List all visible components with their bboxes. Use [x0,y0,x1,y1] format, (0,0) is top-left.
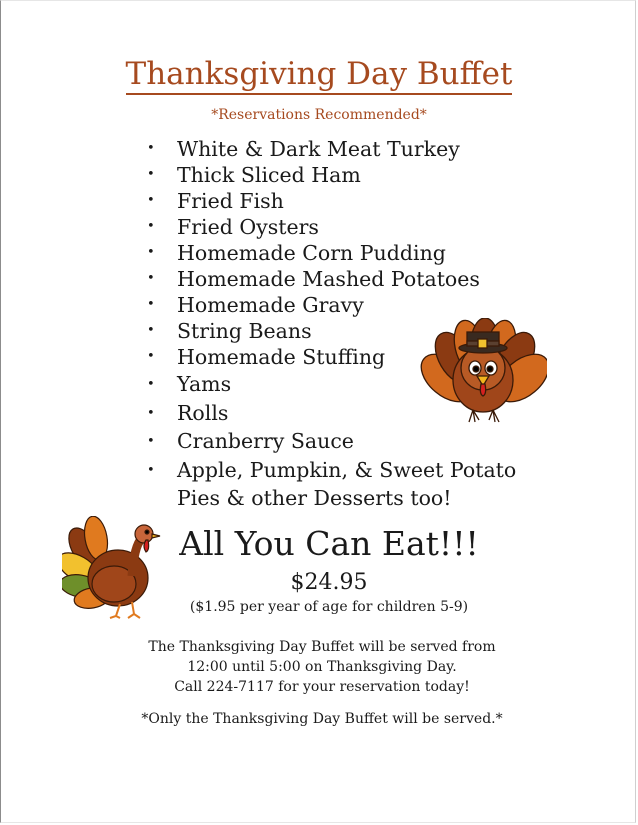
menu-item: • Fried Fish [147,189,284,213]
menu-item: • Homemade Corn Pudding [147,241,446,265]
menu-item: • White & Dark Meat Turkey [147,137,460,161]
bullet: • [147,271,155,286]
bullet: • [147,377,155,392]
bullet: • [147,245,155,260]
menu-item: • Homemade Gravy [147,293,364,317]
bullet: • [147,323,155,338]
menu-item: • Fried Oysters [147,215,319,239]
bullet: • [147,462,155,478]
bullet: • [147,193,155,208]
menu-item: • Apple, Pumpkin, & Sweet Potato Pies & other Desserts too! [145,456,565,513]
menu-item: • Cranberry Sauce [145,427,565,456]
menu-item-continuation: Pies & other Desserts too! [177,486,452,510]
pilgrim-turkey-icon [417,318,547,430]
bullet: • [147,349,155,364]
bullet: • [147,167,155,182]
info-line: The Thanksgiving Day Buffet will be served from [148,639,496,655]
child-price: ($1.95 per year of age for children 5-9) [189,599,469,615]
menu-item: • Rolls [145,399,565,428]
service-info [0,637,638,697]
info-line: Call 224-7117 for your reservation today! [174,679,470,695]
bullet: • [147,405,155,421]
menu-item: • Thick Sliced Ham [147,163,361,187]
turkey-icon [62,516,166,622]
menu-item: • String Beans [147,319,312,343]
reservations-note: *Reservations Recommended* [211,107,427,123]
bullet: • [147,297,155,312]
bullet: • [147,434,155,449]
flyer-title: Thanksgiving Day Buffet [0,56,638,92]
adult-price: $24.95 [290,570,368,595]
menu-item: • Homemade Stuffing [147,345,386,369]
info-line: 12:00 until 5:00 on Thanksgiving Day. [187,659,457,675]
menu-item: • Homemade Mashed Potatoes [147,267,480,291]
footnote: *Only the Thanksgiving Day Buffet will be served.* [141,711,503,727]
bullet: • [147,141,155,156]
bullet: • [147,219,155,234]
headline: All You Can Eat!!! [179,524,479,563]
menu-item: • Yams [145,370,565,399]
